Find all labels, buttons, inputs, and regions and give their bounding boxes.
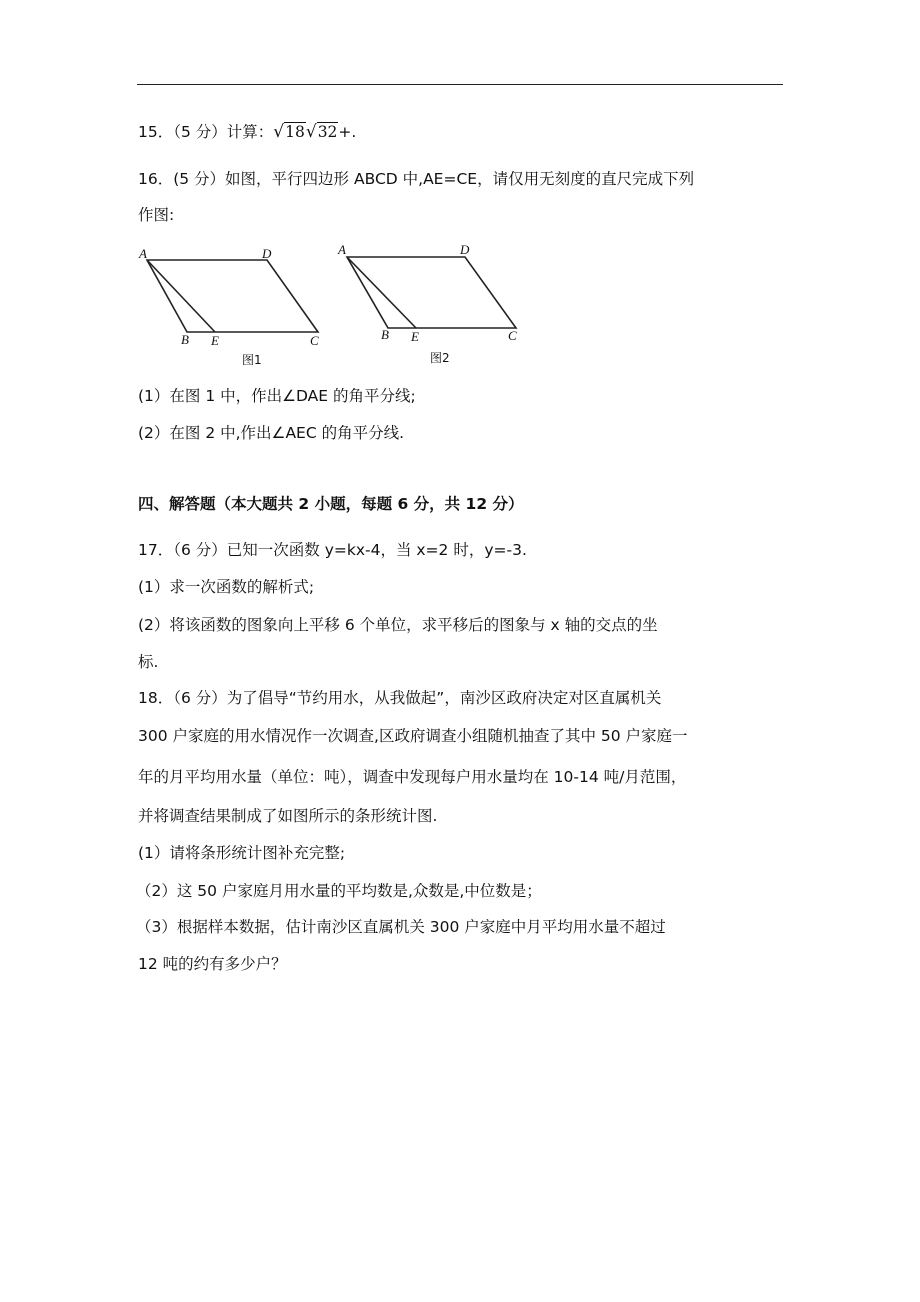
label-a: A: [139, 246, 147, 261]
label-c: C: [508, 328, 517, 343]
q15-suffix: +.: [338, 123, 357, 141]
q17-part2-line1: (2）将该函数的图象向上平移 6 个单位，求平移后的图象与 x 轴的交点的坐: [138, 616, 658, 634]
header-rule: [137, 84, 783, 85]
figure-1: [135, 242, 335, 372]
q18-part2: （2）这 50 户家庭月用水量的平均数是,众数是,中位数是；: [136, 882, 542, 900]
label-c: C: [310, 333, 319, 348]
q16-part1: (1）在图 1 中，作出∠DAE 的角平分线;: [138, 387, 416, 405]
sqrt-18: √18: [273, 122, 305, 142]
label-d: D: [262, 246, 272, 261]
q18-part3-line2: 12 吨的约有多少户？: [138, 955, 287, 973]
sqrt-32: √32: [305, 122, 338, 142]
label-b: B: [181, 332, 189, 347]
figure-2: [333, 238, 533, 368]
q17-part1: (1）求一次函数的解析式;: [138, 578, 315, 596]
q17-part2-line2: 标.: [138, 653, 159, 671]
q15-prefix: 15．（5 分）计算：: [138, 123, 274, 141]
q18-line3: 年的月平均用水量（单位：吨），调查中发现每户用水量均在 10-14 吨/月范围，: [138, 768, 687, 786]
label-e: E: [411, 329, 419, 344]
q16-line1: 16．(5 分）如图，平行四边形 ABCD 中,AE=CE，请仅用无刻度的直尺完成下列: [138, 170, 695, 188]
figure-1-caption: 图1: [242, 353, 262, 367]
label-a: A: [338, 242, 346, 257]
q18-line4: 并将调查结果制成了如图所示的条形统计图.: [138, 807, 438, 825]
figure-2-caption: 图2: [430, 351, 450, 365]
parallelogram-abcd: [347, 257, 516, 328]
section-4-heading: 四、解答题（本大题共 2 小题，每题 6 分，共 12 分）: [138, 495, 524, 513]
q17-line1: 17．（6 分）已知一次函数 y=kx-4，当 x=2 时，y=-3.: [138, 541, 527, 559]
label-b: B: [381, 327, 389, 342]
q18-line2: 300 户家庭的用水情况作一次调查,区政府调查小组随机抽查了其中 50 户家庭一: [138, 727, 688, 745]
parallelogram-abcd: [147, 260, 318, 332]
q18-part1: (1）请将条形统计图补充完整;: [138, 844, 346, 862]
question-15: [138, 122, 356, 142]
q16-line2: 作图:: [138, 206, 175, 224]
label-e: E: [211, 333, 219, 348]
q16-part2: (2）在图 2 中,作出∠AEC 的角平分线.: [138, 424, 405, 442]
q18-line1: 18．（6 分）为了倡导“节约用水，从我做起”，南沙区政府决定对区直属机关: [138, 689, 662, 707]
q18-part3-line1: （3）根据样本数据，估计南沙区直属机关 300 户家庭中月平均用水量不超过: [136, 918, 666, 936]
label-d: D: [460, 242, 470, 257]
